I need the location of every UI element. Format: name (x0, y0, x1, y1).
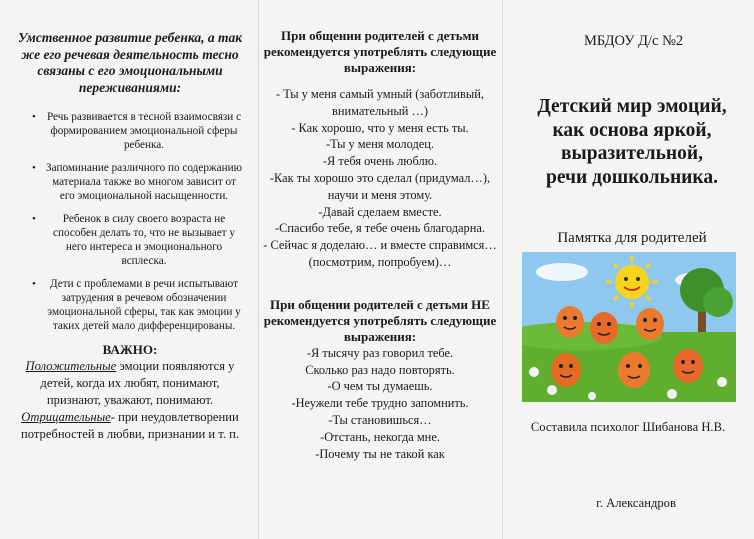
intro-text: Умственное развитие ребенка, а так же его речевая деятельность тесно связаны с его эмоциональными переживаниями: (17, 30, 243, 95)
phrase-item: -Отстань, некогда мне. (320, 429, 440, 444)
brochure-title (522, 95, 742, 189)
negative-word: Отрицательные (21, 410, 111, 424)
phrase-item: -О чем ты думаешь. (327, 379, 433, 394)
character-icon (618, 352, 650, 388)
phrase-item: -Я тебя очень люблю. (322, 154, 438, 169)
bullet-dot: • (32, 162, 36, 174)
institution-name: МБДОУ Д/с №2 (584, 33, 684, 49)
bullet-dot: • (32, 111, 36, 123)
positive-paragraph (12, 358, 248, 409)
bullet-text: Дети с проблемами в речи испытывают затрудения в речевом обозначении эмоциональной сферы, так как эмоции у таких детей мало дифференцированы. (47, 278, 241, 332)
bullet-text: Ребенок в силу своего возраста не способен делать то, что не вызывает у него интереса и эмоционального всплеска. (53, 213, 235, 267)
character-icon (551, 353, 581, 387)
phrase-item: -Ты становишься… (328, 412, 432, 427)
phrase-item: -Почему ты не такой как (315, 446, 445, 461)
cloud (536, 263, 588, 281)
title-line: речи дошкольника. (546, 166, 718, 188)
title-line: выразительной, (560, 143, 703, 164)
title-line: Детский мир эмоций, (537, 96, 727, 117)
bullet-text: Речь развивается в тесной взаимосвязи с формированием эмоциональной сферы ребенка. (46, 111, 242, 151)
cover-panel (502, 0, 754, 539)
bullet-item (32, 277, 248, 333)
left-panel (0, 0, 258, 539)
character-icon (673, 349, 703, 383)
character-icon (556, 306, 584, 338)
bullet-item (32, 212, 248, 268)
positive-text: эмоции появляются у детей, когда их любят, понимают, признают, уважают, понимают. (40, 359, 235, 407)
phrase-item: -Спасибо тебе, я тебе очень благодарна. (275, 221, 485, 236)
positive-word: Положительные (25, 359, 117, 373)
character-icon (590, 312, 618, 344)
phrase-item: -Ты у меня молодец. (326, 137, 434, 152)
cover-illustration (522, 252, 736, 402)
title-line: как основа яркой, (552, 119, 712, 141)
bullet-dot: • (32, 213, 36, 225)
important-heading: ВАЖНО: (102, 342, 158, 357)
phrase-item: -Я тысячу раз говорил тебе. (306, 345, 454, 360)
bullet-list (12, 110, 248, 333)
negative-paragraph (12, 409, 248, 443)
bullet-item (32, 110, 248, 152)
recommended-heading: При общении родителей с детьми рекомендуется употреблять следующие выражения: (263, 28, 497, 75)
subtitle: Памятка для родителей (557, 230, 707, 246)
phrase-item: Сколько раз надо повторять. (305, 362, 455, 377)
phrase-item: -Как ты хорошо это сделал (придумал…), научи и меня этому. (269, 170, 491, 202)
phrase-item: -Неужели тебе трудно запомнить. (291, 396, 469, 411)
bullet-dot: • (32, 278, 36, 290)
bullet-text: Запоминание различного по содержанию материала также во многом зависит от его эмоциональной насыщенности. (46, 162, 242, 202)
not-recommended-heading: При общении родителей с детьми НЕ рекомендуется употреблять следующие выражения: (263, 296, 497, 344)
phrase-item: - Сейчас я доделаю… и вместе справимся…(посмотрим, попробуем)… (263, 238, 497, 269)
author-credit: Составила психолог Шибанова Н.В. (530, 420, 726, 434)
bullet-item (32, 161, 248, 203)
phrase-item: -Давай сделаем вместе. (318, 204, 442, 219)
negative-text: - при неудовлетворении потребностей в любви, признании и т. п. (21, 410, 239, 441)
character-icon (636, 308, 664, 340)
city-name: г. Александров (596, 496, 676, 510)
phrase-item: - Ты у меня самый умный (заботливый, внимательный …) (276, 87, 484, 118)
middle-panel (258, 0, 502, 539)
phrase-item: - Как хорошо, что у меня есть ты. (291, 120, 469, 135)
